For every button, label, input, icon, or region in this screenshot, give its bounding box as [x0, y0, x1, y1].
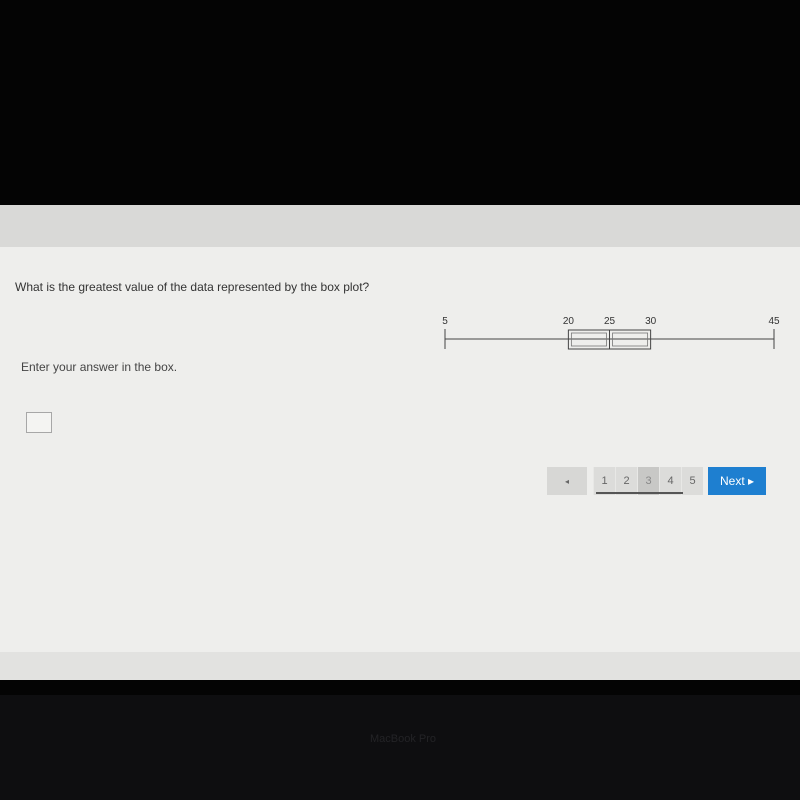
page-3-button[interactable]: 3	[637, 467, 659, 495]
page-5-button[interactable]: 5	[681, 467, 703, 495]
top-bar	[0, 205, 800, 247]
laptop-brand-text: MacBook Pro	[370, 733, 437, 745]
laptop-bezel	[0, 695, 800, 800]
instruction-text: Enter your answer in the box.	[21, 360, 178, 374]
tick-label-q3: 30	[645, 316, 657, 327]
progress-indicator	[596, 492, 683, 494]
tick-label-max: 45	[768, 316, 780, 327]
question-text: What is the greatest value of the data represented by the box plot?	[15, 280, 370, 294]
page-2-button[interactable]: 2	[615, 467, 637, 495]
tick-label-q1: 20	[562, 316, 574, 327]
answer-input[interactable]	[26, 412, 52, 433]
page-1-button[interactable]: 1	[593, 467, 615, 495]
tick-label-min: 5	[442, 316, 448, 327]
next-button[interactable]: Next ▸	[708, 467, 766, 495]
box-plot	[430, 312, 790, 352]
screen	[0, 205, 800, 680]
previous-button[interactable]: ◂	[547, 467, 587, 495]
pagination	[547, 467, 766, 495]
tick-label-median: 25	[603, 316, 616, 327]
question-panel	[0, 247, 800, 652]
page-4-button[interactable]: 4	[659, 467, 681, 495]
screen-bottom-bar	[0, 652, 800, 680]
